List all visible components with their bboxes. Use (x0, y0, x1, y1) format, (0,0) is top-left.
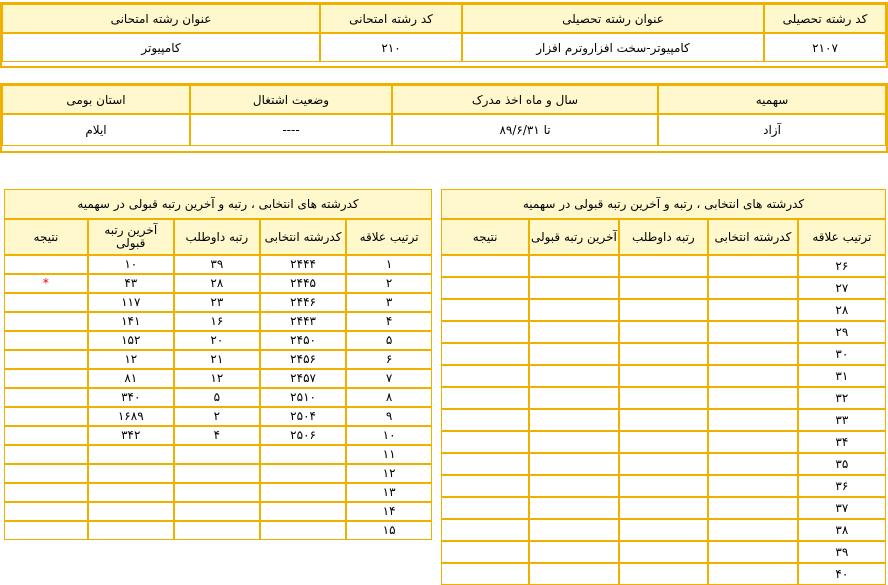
candidate-rank-cell (619, 387, 709, 409)
candidate-rank-cell (174, 502, 260, 521)
choice-code-cell (708, 387, 798, 409)
col-last-rank-header: آخرین رتبه قبولی (529, 219, 618, 255)
priority-cell: ۲۹ (798, 321, 886, 343)
table-row (4, 255, 432, 274)
table-row (441, 277, 886, 299)
quota-header: سهمیه (658, 85, 886, 114)
result-cell (441, 541, 529, 563)
choice-code-cell (708, 343, 798, 365)
last-rank-cell (529, 365, 618, 387)
candidate-rank-cell (174, 483, 260, 502)
result-cell (441, 343, 529, 365)
degree-date-value: تا ۸۹/۶/۳۱ (392, 114, 658, 146)
result-cell (441, 497, 529, 519)
priority-cell: ۱۳ (346, 483, 432, 502)
col-candidate-rank-header: رتبه داوطلب (619, 219, 709, 255)
col-result-header: نتیجه (4, 219, 88, 255)
result-cell (441, 453, 529, 475)
priority-cell: ۱۲ (346, 464, 432, 483)
choices-title-left: کدرشته های انتخابی ، رتبه و آخرین رتبه قبولی در سهمیه (4, 189, 432, 219)
field-code-header: کد رشته تحصیلی (764, 4, 886, 33)
table-row (4, 388, 432, 407)
table-row (441, 541, 886, 563)
last-rank-cell (529, 541, 618, 563)
result-cell (4, 521, 88, 540)
result-cell (4, 331, 88, 350)
table-row (4, 407, 432, 426)
priority-cell: ۱۵ (346, 521, 432, 540)
choice-code-cell: ۲۵۰۶ (260, 426, 346, 445)
choice-code-cell (708, 255, 798, 277)
candidate-rank-cell (174, 521, 260, 540)
last-rank-cell (529, 299, 618, 321)
last-rank-cell (529, 387, 618, 409)
result-cell (441, 299, 529, 321)
field-info-table (2, 4, 886, 62)
result-cell (4, 483, 88, 502)
candidate-rank-cell: ۴ (174, 426, 260, 445)
table-row (441, 563, 886, 585)
last-rank-cell (88, 464, 174, 483)
choice-code-cell (708, 365, 798, 387)
choices-table-right (441, 189, 886, 585)
col-result-header: نتیجه (441, 219, 529, 255)
candidate-rank-cell (619, 365, 709, 387)
last-rank-cell (529, 519, 618, 541)
result-cell (441, 431, 529, 453)
result-cell (441, 321, 529, 343)
col-priority-header: ترتیب علاقه (346, 219, 432, 255)
candidate-rank-cell (619, 453, 709, 475)
native-province-header: استان بومی (2, 85, 190, 114)
table-row (4, 274, 432, 293)
last-rank-cell (88, 445, 174, 464)
col-candidate-rank-header: رتبه داوطلب (174, 219, 260, 255)
table-row (441, 497, 886, 519)
choice-code-cell (260, 521, 346, 540)
result-cell (441, 475, 529, 497)
table-row (4, 426, 432, 445)
priority-cell: ۱۱ (346, 445, 432, 464)
table-row (441, 387, 886, 409)
choice-code-cell (708, 563, 798, 585)
choice-code-cell: ۲۴۵۶ (260, 350, 346, 369)
priority-cell: ۸ (346, 388, 432, 407)
result-cell (4, 502, 88, 521)
priority-cell: ۳۹ (798, 541, 886, 563)
table-row (441, 255, 886, 277)
result-cell (441, 519, 529, 541)
result-cell (4, 369, 88, 388)
candidate-rank-cell: ۱۶ (174, 312, 260, 331)
table-row (4, 445, 432, 464)
candidate-rank-cell: ۲۰ (174, 331, 260, 350)
col-code-header: کدرشته انتخابی (260, 219, 346, 255)
choice-code-cell: ۲۴۴۳ (260, 312, 346, 331)
candidate-rank-cell (174, 445, 260, 464)
choice-code-cell: ۲۵۰۴ (260, 407, 346, 426)
exam-code-header: کد رشته امتحانی (320, 4, 462, 33)
priority-cell: ۳۵ (798, 453, 886, 475)
choice-code-cell: ۲۴۵۷ (260, 369, 346, 388)
candidate-rank-cell: ۲۱ (174, 350, 260, 369)
priority-cell: ۴ (346, 312, 432, 331)
result-cell (4, 445, 88, 464)
last-rank-cell: ۱۲ (88, 350, 174, 369)
result-cell (441, 387, 529, 409)
table-row (441, 519, 886, 541)
table-row (441, 299, 886, 321)
table-row (4, 293, 432, 312)
candidate-rank-cell (619, 497, 709, 519)
candidate-rank-cell: ۲۸ (174, 274, 260, 293)
status-table (2, 85, 886, 146)
result-cell (4, 350, 88, 369)
priority-cell: ۱۴ (346, 502, 432, 521)
priority-cell: ۳۱ (798, 365, 886, 387)
last-rank-cell (529, 321, 618, 343)
last-rank-cell (529, 277, 618, 299)
choice-code-cell (260, 502, 346, 521)
result-cell (4, 407, 88, 426)
candidate-rank-cell (619, 255, 709, 277)
result-cell: * (4, 274, 88, 293)
exam-title-value: کامپیوتر (2, 33, 320, 62)
priority-cell: ۲۸ (798, 299, 886, 321)
native-province-value: ایلام (2, 114, 190, 146)
table-row (4, 521, 432, 540)
last-rank-cell (529, 431, 618, 453)
table-row (4, 483, 432, 502)
col-priority-header: ترتیب علاقه (798, 219, 886, 255)
result-cell (441, 365, 529, 387)
col-last-rank-header: آخرین رتبه قبولی (88, 219, 174, 255)
candidate-rank-cell (619, 475, 709, 497)
last-rank-cell (529, 255, 618, 277)
last-rank-cell: ۱۴۱ (88, 312, 174, 331)
priority-cell: ۳۲ (798, 387, 886, 409)
table-row (4, 350, 432, 369)
table-row (4, 331, 432, 350)
table-row (4, 312, 432, 331)
exam-title-header: عنوان رشته امتحانی (2, 4, 320, 33)
table-row (441, 431, 886, 453)
priority-cell: ۴۰ (798, 563, 886, 585)
result-cell (441, 563, 529, 585)
result-cell (4, 388, 88, 407)
result-cell (4, 464, 88, 483)
last-rank-cell (529, 475, 618, 497)
table-row (4, 502, 432, 521)
employment-value: ---- (190, 114, 392, 146)
last-rank-cell: ۴۳ (88, 274, 174, 293)
priority-cell: ۳۳ (798, 409, 886, 431)
candidate-rank-cell (619, 541, 709, 563)
last-rank-cell: ۸۱ (88, 369, 174, 388)
choice-code-cell (708, 497, 798, 519)
priority-cell: ۶ (346, 350, 432, 369)
choice-code-cell (708, 321, 798, 343)
candidate-rank-cell: ۳۹ (174, 255, 260, 274)
choice-code-cell (708, 475, 798, 497)
result-cell (4, 426, 88, 445)
last-rank-cell: ۳۴۰ (88, 388, 174, 407)
candidate-rank-cell (619, 409, 709, 431)
last-rank-cell: ۱۶۸۹ (88, 407, 174, 426)
choice-code-cell: ۲۴۴۶ (260, 293, 346, 312)
last-rank-cell (529, 453, 618, 475)
exam-code-value: ۲۱۰ (320, 33, 462, 62)
priority-cell: ۳۷ (798, 497, 886, 519)
candidate-rank-cell (619, 277, 709, 299)
priority-cell: ۱۰ (346, 426, 432, 445)
degree-date-header: سال و ماه اخذ مدرک (392, 85, 658, 114)
candidate-rank-cell: ۱۲ (174, 369, 260, 388)
choice-code-cell (708, 431, 798, 453)
candidate-rank-cell: ۲۳ (174, 293, 260, 312)
priority-cell: ۱ (346, 255, 432, 274)
candidate-rank-cell (619, 321, 709, 343)
choice-code-cell: ۲۴۴۴ (260, 255, 346, 274)
table-row (441, 343, 886, 365)
result-cell (4, 312, 88, 331)
choice-code-cell (708, 541, 798, 563)
candidate-rank-cell: ۵ (174, 388, 260, 407)
priority-cell: ۳۸ (798, 519, 886, 541)
choices-left-body (4, 255, 432, 540)
last-rank-cell (529, 497, 618, 519)
choice-code-cell (708, 277, 798, 299)
choice-code-cell: ۲۵۱۰ (260, 388, 346, 407)
priority-cell: ۵ (346, 331, 432, 350)
table-row (441, 409, 886, 431)
candidate-rank-cell (619, 431, 709, 453)
priority-cell: ۳ (346, 293, 432, 312)
candidate-rank-cell (619, 519, 709, 541)
quota-value: آزاد (658, 114, 886, 146)
choice-code-cell (260, 445, 346, 464)
choice-code-cell (708, 409, 798, 431)
choice-code-cell: ۲۴۵۰ (260, 331, 346, 350)
last-rank-cell (88, 483, 174, 502)
col-code-header: کدرشته انتخابی (708, 219, 798, 255)
candidate-rank-cell (174, 464, 260, 483)
last-rank-cell: ۳۴۲ (88, 426, 174, 445)
table-row (441, 365, 886, 387)
priority-cell: ۲۷ (798, 277, 886, 299)
priority-cell: ۳۶ (798, 475, 886, 497)
field-title-value: کامپیوتر-سخت افزاروترم افزار (462, 33, 764, 62)
priority-cell: ۳۰ (798, 343, 886, 365)
choices-title-right: کدرشته های انتخابی ، رتبه و آخرین رتبه قبولی در سهمیه (441, 189, 886, 219)
table-row (441, 475, 886, 497)
result-cell (441, 277, 529, 299)
table-row (4, 464, 432, 483)
candidate-rank-cell (619, 299, 709, 321)
choice-code-cell (708, 453, 798, 475)
choice-code-cell: ۲۴۴۵ (260, 274, 346, 293)
table-row (441, 321, 886, 343)
priority-cell: ۹ (346, 407, 432, 426)
choices-right-body (441, 255, 886, 585)
choice-code-cell (260, 483, 346, 502)
priority-cell: ۲۶ (798, 255, 886, 277)
candidate-rank-cell: ۲ (174, 407, 260, 426)
last-rank-cell: ۱۵۲ (88, 331, 174, 350)
last-rank-cell (529, 343, 618, 365)
choice-code-cell (708, 299, 798, 321)
result-cell (4, 293, 88, 312)
candidate-rank-cell (619, 343, 709, 365)
employment-header: وضعیت اشتغال (190, 85, 392, 114)
field-title-header: عنوان رشته تحصیلی (462, 4, 764, 33)
result-cell (441, 409, 529, 431)
last-rank-cell (529, 563, 618, 585)
last-rank-cell (529, 409, 618, 431)
candidate-rank-cell (619, 563, 709, 585)
last-rank-cell (88, 502, 174, 521)
choices-table-left (4, 189, 432, 540)
result-cell (4, 255, 88, 274)
priority-cell: ۳۴ (798, 431, 886, 453)
result-cell (441, 255, 529, 277)
last-rank-cell: ۱۱۷ (88, 293, 174, 312)
table-row (441, 453, 886, 475)
choice-code-cell (260, 464, 346, 483)
priority-cell: ۷ (346, 369, 432, 388)
choice-code-cell (708, 519, 798, 541)
last-rank-cell (88, 521, 174, 540)
last-rank-cell: ۱۰ (88, 255, 174, 274)
priority-cell: ۲ (346, 274, 432, 293)
field-code-value: ۲۱۰۷ (764, 33, 886, 62)
table-row (4, 369, 432, 388)
